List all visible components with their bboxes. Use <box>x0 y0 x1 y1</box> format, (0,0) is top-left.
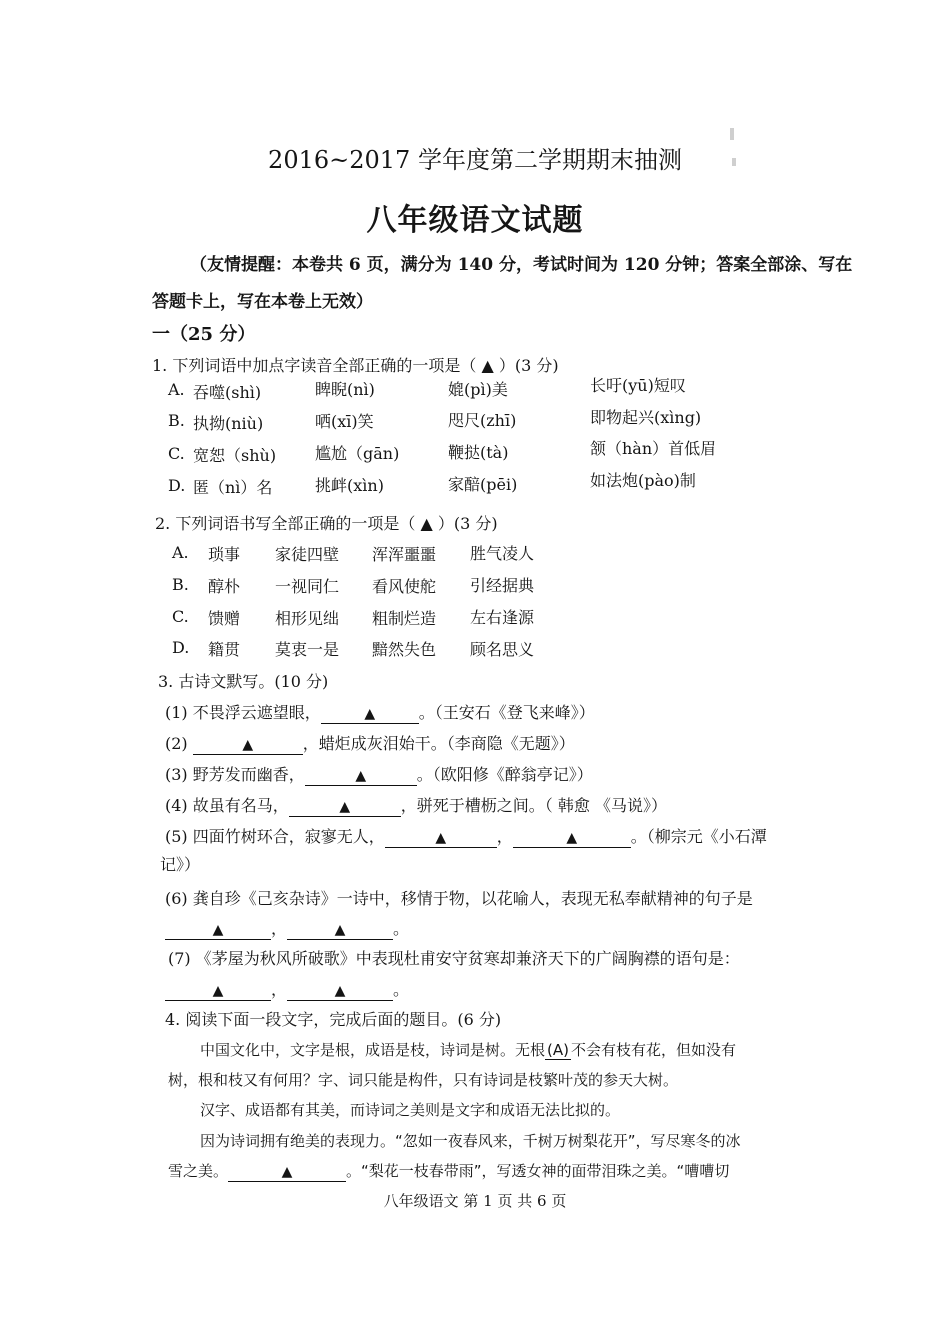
q2-word: 馈赠 <box>208 609 241 628</box>
page-footer: 八年级语文 第 1 页 共 6 页 <box>383 1192 567 1210</box>
triangle-marker: ▲ <box>339 799 351 815</box>
question-2-stem: 2. 下列词语书写全部正确的一项是（ ▲ ）(3 分) <box>155 514 498 533</box>
recitation-line-6-blanks <box>165 916 409 940</box>
line-text: (3) 野芳发而幽香， <box>165 765 305 784</box>
separator: ， <box>271 919 288 938</box>
line-source: ，蜡炬成灰泪始干。（李商隐《无题》） <box>302 734 575 753</box>
recitation-line-5-cont: 记》） <box>160 855 201 874</box>
q1-word: 咫尺(zhī) <box>448 411 517 430</box>
q1-word: 媲(pì)美 <box>448 380 508 399</box>
answer-blank <box>228 1162 346 1182</box>
reading-text: 。“梨花一枝春带雨”，写透女神的面带泪珠之美。“嘈嘈切 <box>346 1162 730 1180</box>
triangle-marker: ▲ <box>242 737 254 753</box>
answer-blank <box>385 828 497 848</box>
page-title: 八年级语文试题 <box>366 203 584 238</box>
notice-line-2: 答题卡上，写在本卷上无效） <box>152 292 373 312</box>
q1-label: D. <box>168 476 186 495</box>
q1-label: C. <box>168 444 185 463</box>
q2-label: A. <box>172 543 189 562</box>
reading-text: 不会有枝有花，但如没有 <box>570 1041 736 1059</box>
triangle-marker: ▲ <box>334 922 346 938</box>
line-text: (5) 四面竹树环合，寂寥无人， <box>165 827 385 846</box>
q2-word: 胜气凌人 <box>470 544 535 563</box>
reading-paragraph-2: 汉字、成语都有其美，而诗词之美则是文字和成语无法比拟的。 <box>200 1101 621 1119</box>
line-source: 。（柳宗元《小石潭 <box>630 827 767 846</box>
triangle-marker: ▲ <box>212 922 224 938</box>
triangle-marker: ▲ <box>281 1164 293 1180</box>
q1-word: 家醅(pēi) <box>448 475 518 494</box>
line-text: (1) 不畏浮云遮望眼， <box>165 703 321 722</box>
separator: 。 <box>393 980 410 999</box>
q1-word: 尴尬（gān) <box>315 444 400 463</box>
line-source: 。（王安石《登飞来峰》） <box>418 703 595 722</box>
q1-label: A. <box>168 380 185 399</box>
separator: 。 <box>393 919 410 938</box>
q2-word: 看风使舵 <box>372 577 437 596</box>
answer-blank <box>513 828 631 848</box>
scan-speck <box>730 128 734 140</box>
recitation-line-5 <box>165 824 767 848</box>
separator: ， <box>496 827 513 846</box>
line-text: (2) <box>165 734 188 753</box>
q2-word: 粗制烂造 <box>372 609 437 628</box>
answer-blank <box>305 766 417 786</box>
q1-word: 如法炮(pào)制 <box>590 471 696 490</box>
question-4-stem: 4. 阅读下面一段文字，完成后面的题目。(6 分) <box>165 1010 502 1029</box>
q2-word: 左右逢源 <box>470 608 535 627</box>
q2-word: 醇朴 <box>208 577 241 596</box>
answer-blank <box>287 920 393 940</box>
q2-label: C. <box>172 607 189 626</box>
recitation-line-7-blanks <box>165 977 409 1001</box>
exam-term: 2016~2017 学年度第二学期期末抽测 <box>268 146 682 174</box>
answer-blank <box>193 735 303 755</box>
reading-paragraph-1 <box>200 1039 736 1060</box>
recitation-line-7: (7) 《茅屋为秋风所破歌》中表现杜甫安守贫寒却兼济天下的广阔胸襟的语句是： <box>168 949 740 968</box>
q2-word: 浑浑噩噩 <box>372 545 437 564</box>
recitation-line-6: (6) 龚自珍《己亥杂诗》一诗中，移情于物，以花喻人，表现无私奉献精神的句子是 <box>165 889 753 908</box>
q2-word: 黯然失色 <box>372 640 437 659</box>
separator: ， <box>271 980 288 999</box>
question-3-stem: 3. 古诗文默写。(10 分) <box>158 672 329 691</box>
q2-word: 引经据典 <box>470 576 535 595</box>
answer-blank <box>287 981 393 1001</box>
q2-word: 家徒四壁 <box>275 545 340 564</box>
q2-word: 籍贯 <box>208 640 241 659</box>
q1-word: 睥睨(nì) <box>315 380 375 399</box>
recitation-line-3 <box>165 762 593 786</box>
q1-word: 吞噬(shì) <box>193 383 262 402</box>
notice-line-1: （友情提醒：本卷共 6 页，满分为 140 分，考试时间为 120 分钟；答案全部涂、写在 <box>190 255 853 275</box>
reading-paragraph-3: 因为诗词拥有绝美的表现力。“忽如一夜春风来，千树万树梨花开”，写尽寒冬的冰 <box>200 1132 741 1150</box>
underlined-blank-a: (A) <box>547 1041 569 1059</box>
reading-paragraph-3-cont <box>168 1160 729 1182</box>
line-source: 。（欧阳修《醉翁亭记》） <box>416 765 593 784</box>
recitation-line-1 <box>165 700 595 724</box>
section-heading: 一（25 分） <box>152 324 256 345</box>
q1-word: 颔（hàn）首低眉 <box>590 439 717 458</box>
recitation-line-2 <box>165 731 575 755</box>
q1-word: 即物起兴(xìng) <box>590 408 702 427</box>
triangle-marker: ▲ <box>334 983 346 999</box>
answer-blank <box>165 920 271 940</box>
q1-word: 挑衅(xìn) <box>315 476 384 495</box>
line-source: ，骈死于槽枥之间。（ 韩愈 《马说》） <box>400 796 667 815</box>
triangle-marker: ▲ <box>566 830 578 846</box>
q1-word: 宽恕（shù) <box>193 446 277 465</box>
triangle-marker: ▲ <box>364 706 376 722</box>
triangle-marker: ▲ <box>355 768 367 784</box>
triangle-marker: ▲ <box>435 830 447 846</box>
line-text: (4) 故虽有名马， <box>165 796 289 815</box>
recitation-line-4 <box>165 793 667 817</box>
q2-label: B. <box>172 575 189 594</box>
q1-word: 执拗(niù) <box>193 414 264 433</box>
q2-word: 顾名思义 <box>470 640 535 659</box>
q2-word: 琐事 <box>208 545 241 564</box>
answer-blank <box>289 797 401 817</box>
q1-word: 长吁(yū)短叹 <box>590 376 686 395</box>
answer-blank <box>165 981 271 1001</box>
q2-word: 相形见绌 <box>275 609 340 628</box>
q2-word: 一视同仁 <box>275 577 340 596</box>
question-1-stem: 1. 下列词语中加点字读音全部正确的一项是（ ▲ ）(3 分) <box>152 356 559 375</box>
q2-label: D. <box>172 638 190 657</box>
triangle-marker: ▲ <box>212 983 224 999</box>
q1-word: 哂(xī)笑 <box>315 412 374 431</box>
q1-word: 鞭挞(tà) <box>448 443 509 462</box>
answer-blank <box>321 704 419 724</box>
reading-text: 中国文化中，文字是根，成语是枝，诗词是树。无根 <box>200 1041 546 1059</box>
q1-label: B. <box>168 411 185 430</box>
reading-paragraph-1-cont: 树，根和枝又有何用？字、词只能是构件，只有诗词是枝繁叶茂的参天大树。 <box>168 1071 679 1089</box>
q1-word: 匿（nì）名 <box>193 478 273 497</box>
q2-word: 莫衷一是 <box>275 640 340 659</box>
reading-text: 雪之美。 <box>168 1162 229 1180</box>
